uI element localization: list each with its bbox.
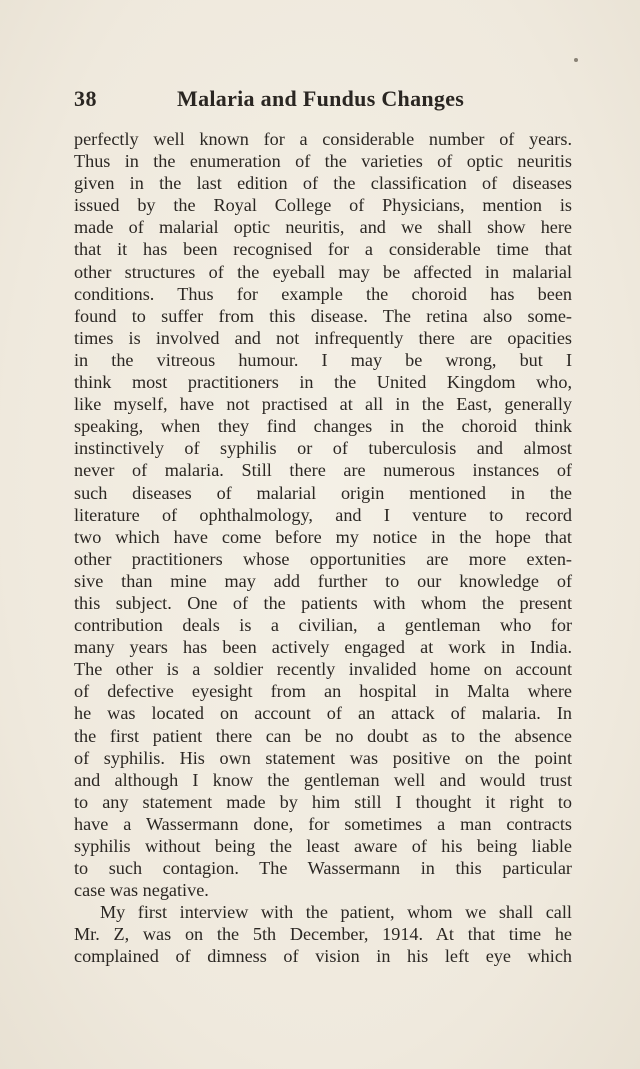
text-line: speaking, when they find changes in the choroid think xyxy=(74,416,572,437)
text-line: perfectly well known for a considerable number of years. xyxy=(74,129,572,149)
text-line: this subject. One of the patients with whom the present xyxy=(74,592,572,613)
text-line: Mr. Z, was on the 5th December, 1914. At that time he xyxy=(74,924,572,945)
text-line: conditions. Thus for example the choroid has been xyxy=(74,283,572,304)
text-line: in the vitreous humour. I may be wrong, but I xyxy=(74,349,572,370)
text-line: complained of dimness of vision in his left eye which xyxy=(74,946,572,967)
text-line: The other is a soldier recently invalided home on account xyxy=(74,659,572,680)
text-line: to any statement made by him still I thought it right to xyxy=(74,791,572,812)
text-line: he was located on account of an attack of malaria. In xyxy=(74,703,572,724)
text-line: instinctively of syphilis or of tuberculosis and almost xyxy=(74,438,572,459)
text-line: many years has been actively engaged at work in India. xyxy=(74,637,572,658)
text-line: found to suffer from this disease. The retina also some- xyxy=(74,305,572,326)
text-line: times is involved and not infrequently there are opacities xyxy=(74,327,572,348)
body-text xyxy=(74,128,572,968)
text-line: Thus in the enumeration of the varieties of optic neuritis xyxy=(74,151,572,172)
paragraph-first-line: My first interview with the patient, whom we shall call xyxy=(100,902,572,923)
text-line: syphilis without being the least aware of his being liable xyxy=(74,836,572,856)
text-line: such diseases of malarial origin mentioned in the xyxy=(74,482,572,503)
text-line: that it has been recognised for a considerable time that xyxy=(74,239,572,260)
page-header xyxy=(74,86,572,116)
text-line: have a Wassermann done, for sometimes a man contracts xyxy=(74,813,572,834)
text-line: literature of ophthalmology, and I venture to record xyxy=(74,504,572,525)
text-line: other practitioners whose opportunities are more exten- xyxy=(74,548,572,569)
text-line: other structures of the eyeball may be affected in malarial xyxy=(74,261,572,282)
text-line: contribution deals is a civilian, a gentleman who for xyxy=(74,615,572,636)
text-line: the first patient there can be no doubt as to the absence xyxy=(74,725,572,746)
text-line: made of malarial optic neuritis, and we shall show here xyxy=(74,217,572,238)
running-title: Malaria and Fundus Changes xyxy=(177,86,465,111)
text-line: think most practitioners in the United Kingdom who, xyxy=(74,372,572,393)
text-line: case was negative. xyxy=(74,880,209,901)
text-line: given in the last edition of the classification of diseases xyxy=(74,173,572,194)
text-line: like myself, have not practised at all in the East, generally xyxy=(74,394,572,415)
text-line: sive than mine may add further to our knowledge of xyxy=(74,570,572,591)
text-line: of syphilis. His own statement was positive on the point xyxy=(74,747,572,768)
page-number: 38 xyxy=(74,86,97,111)
text-line: two which have come before my notice in the hope that xyxy=(74,526,572,547)
text-line: of defective eyesight from an hospital in Malta where xyxy=(74,681,572,702)
text-line: never of malaria. Still there are numerous instances of xyxy=(74,460,572,481)
text-line: and although I know the gentleman well and would trust xyxy=(74,769,572,790)
text-line: issued by the Royal College of Physicians, mention is xyxy=(74,195,572,216)
text-line: to such contagion. The Wassermann in this particular xyxy=(74,858,572,879)
paper-speck xyxy=(574,58,578,62)
